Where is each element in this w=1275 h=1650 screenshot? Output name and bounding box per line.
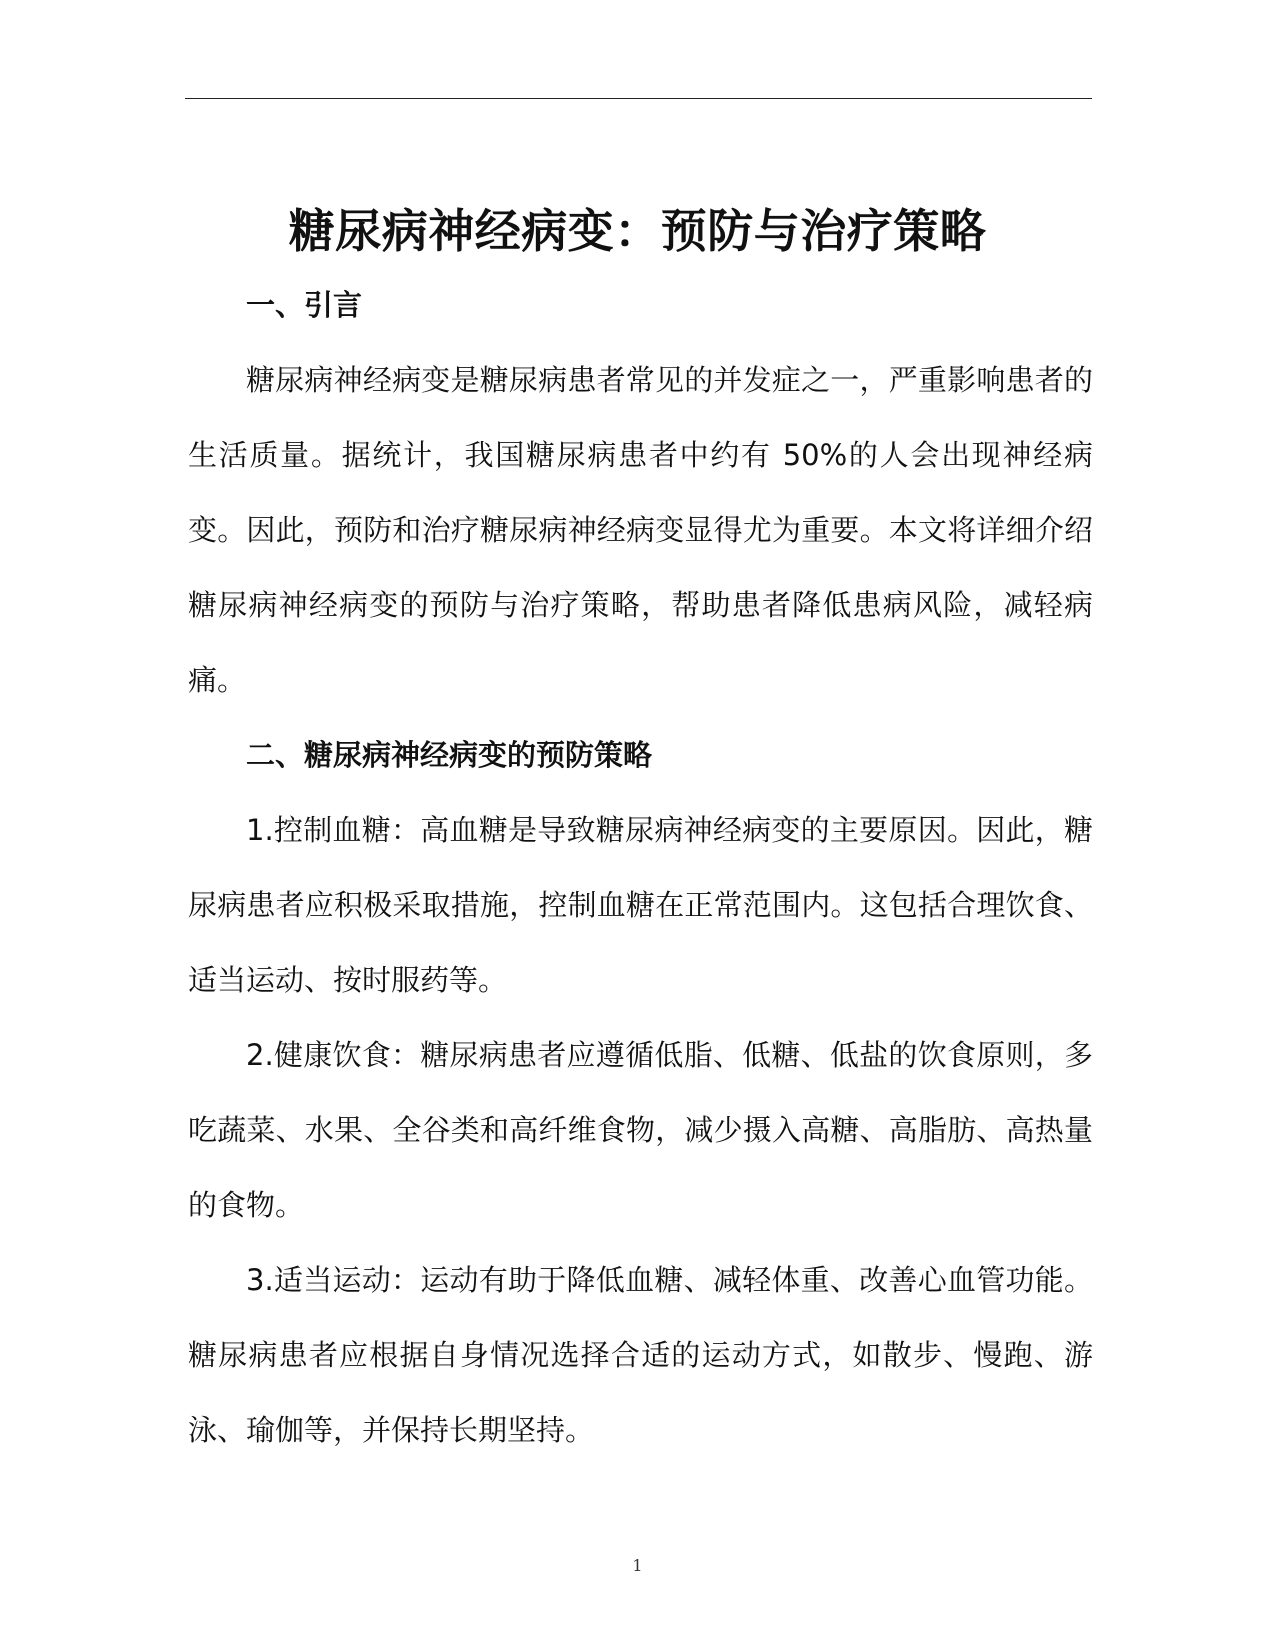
document-body [188,268,1093,1468]
page-number: 1 [632,1556,643,1575]
paragraph: 1.控制血糖：高血糖是导致糖尿病神经病变的主要原因。因此，糖尿病患者应积极采取措施，控制血糖在正常范围内。这包括合理饮食、适当运动、按时服药等。 [188,813,1093,997]
paragraph: 3.适当运动：运动有助于降低血糖、减轻体重、改善心血管功能。糖尿病患者应根据自身情况选择合适的运动方式，如散步、慢跑、游泳、瑜伽等，并保持长期坚持。 [188,1263,1093,1447]
section-heading: 一、引言 [246,288,363,322]
paragraph: 2.健康饮食：糖尿病患者应遵循低脂、低糖、低盐的饮食原则，多吃蔬菜、水果、全谷类和高纤维食物，减少摄入高糖、高脂肪、高热量的食物。 [188,1038,1093,1222]
section-introduction [188,268,1093,718]
header-rule [185,98,1092,99]
paragraph: 糖尿病神经病变是糖尿病患者常见的并发症之一，严重影响患者的生活质量。据统计，我国糖尿病患者中约有 50%的人会出现神经病变。因此，预防和治疗糖尿病神经病变显得尤为重要。本文将详细介绍糖尿病神经病变的预防与治疗策略，帮助患者降低患病风险，减轻病痛。 [188,363,1093,697]
section-prevention [188,718,1093,1468]
section-heading: 二、糖尿病神经病变的预防策略 [246,738,653,772]
document-title: 糖尿病神经病变：预防与治疗策略 [288,203,987,258]
